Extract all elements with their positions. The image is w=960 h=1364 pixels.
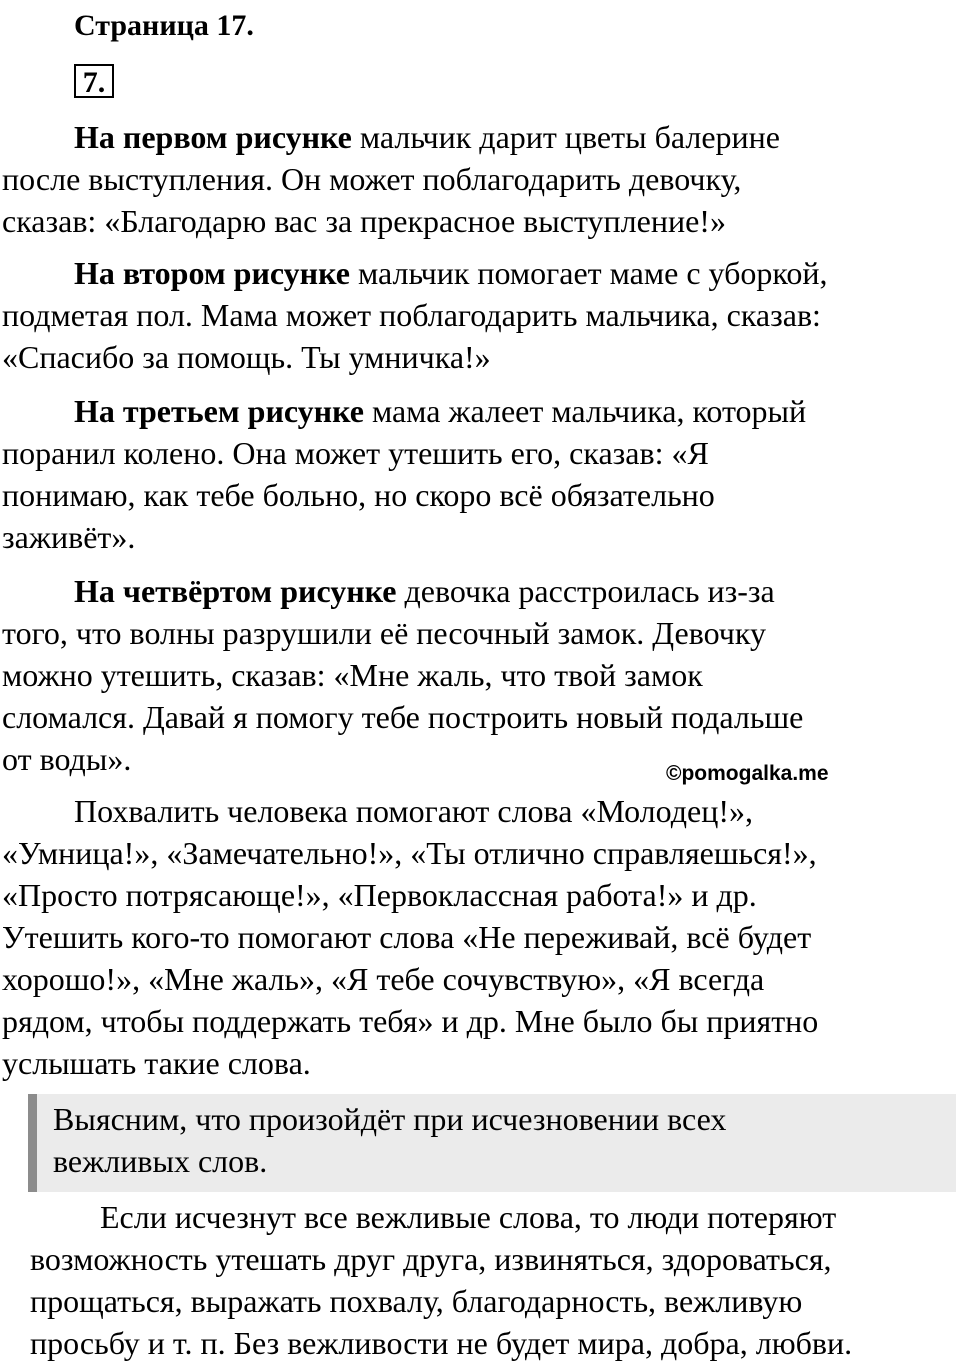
paragraph-line: мальчик дарит цветы балерине: [351, 119, 780, 155]
paragraph-line: заживёт».: [2, 519, 136, 555]
paragraph-polite-words: [2, 790, 932, 1084]
paragraph-picture-2: [2, 252, 932, 378]
conclusion-line: возможность утешать друг друга, извиняться, здороваться,: [30, 1241, 832, 1277]
picture-3-heading: На третьем рисунке: [74, 393, 364, 429]
paragraph-line: услышать такие слова.: [2, 1045, 311, 1081]
paragraph-line: сломался. Давай я помогу тебе построить новый подальше: [2, 699, 804, 735]
paragraph-line: «Просто потрясающе!», «Первоклассная работа!» и др.: [2, 877, 757, 913]
paragraph-line: «Умница!», «Замечательно!», «Ты отлично справляешься!»,: [2, 835, 817, 871]
paragraph-line: Утешить кого-то помогают слова «Не переживай, всё будет: [2, 919, 812, 955]
callout-line: Выясним, что произойдёт при исчезновении всех: [53, 1101, 727, 1137]
paragraph-line: Похвалить человека помогают слова «Молодец!»,: [74, 793, 753, 829]
paragraph-line: хорошо!», «Мне жаль», «Я тебе сочувствую», «Я всегда: [2, 961, 765, 997]
paragraph-line: мальчик помогает маме с уборкой,: [349, 255, 828, 291]
paragraph-picture-4: [2, 570, 932, 780]
paragraph-line: понимаю, как тебе больно, но скоро всё обязательно: [2, 477, 715, 513]
watermark: ©pomogalka.me: [666, 762, 829, 785]
paragraph-line: «Спасибо за помощь. Ты умничка!»: [2, 339, 491, 375]
conclusion-line: Если исчезнут все вежливые слова, то люди потеряют: [100, 1199, 837, 1235]
picture-2-heading: На втором рисунке: [74, 255, 350, 291]
callout-box: [28, 1094, 956, 1192]
task-number: 7.: [74, 64, 114, 98]
conclusion-line: просьбу и т. п. Без вежливости не будет мира, добра, любви.: [30, 1325, 853, 1361]
paragraph-line: от воды».: [2, 741, 132, 777]
conclusion-line: прощаться, выражать похвалу, благодарность, вежливую: [30, 1283, 803, 1319]
paragraph-line: после выступления. Он может поблагодарить девочку,: [2, 161, 742, 197]
paragraph-line: подметая пол. Мама может поблагодарить мальчика, сказав:: [2, 297, 821, 333]
paragraph-line: мама жалеет мальчика, который: [363, 393, 807, 429]
callout-line: вежливых слов.: [53, 1143, 268, 1179]
paragraph-picture-1: [2, 116, 932, 242]
paragraph-line: того, что волны разрушили её песочный замок. Девочку: [2, 615, 766, 651]
paragraph-line: сказав: «Благодарю вас за прекрасное выступление!»: [2, 203, 726, 239]
conclusion-paragraph: [30, 1196, 960, 1364]
paragraph-line: девочка расстроилась из-за: [396, 573, 775, 609]
callout-text: [53, 1098, 726, 1182]
paragraph-picture-3: [2, 390, 932, 558]
paragraph-line: можно утешить, сказав: «Мне жаль, что твой замок: [2, 657, 703, 693]
picture-1-heading: На первом рисунке: [74, 119, 352, 155]
paragraph-line: поранил колено. Она может утешить его, сказав: «Я: [2, 435, 709, 471]
page-heading: Страница 17.: [74, 9, 254, 42]
paragraph-line: рядом, чтобы поддержать тебя» и др. Мне было бы приятно: [2, 1003, 819, 1039]
picture-4-heading: На четвёртом рисунке: [74, 573, 397, 609]
